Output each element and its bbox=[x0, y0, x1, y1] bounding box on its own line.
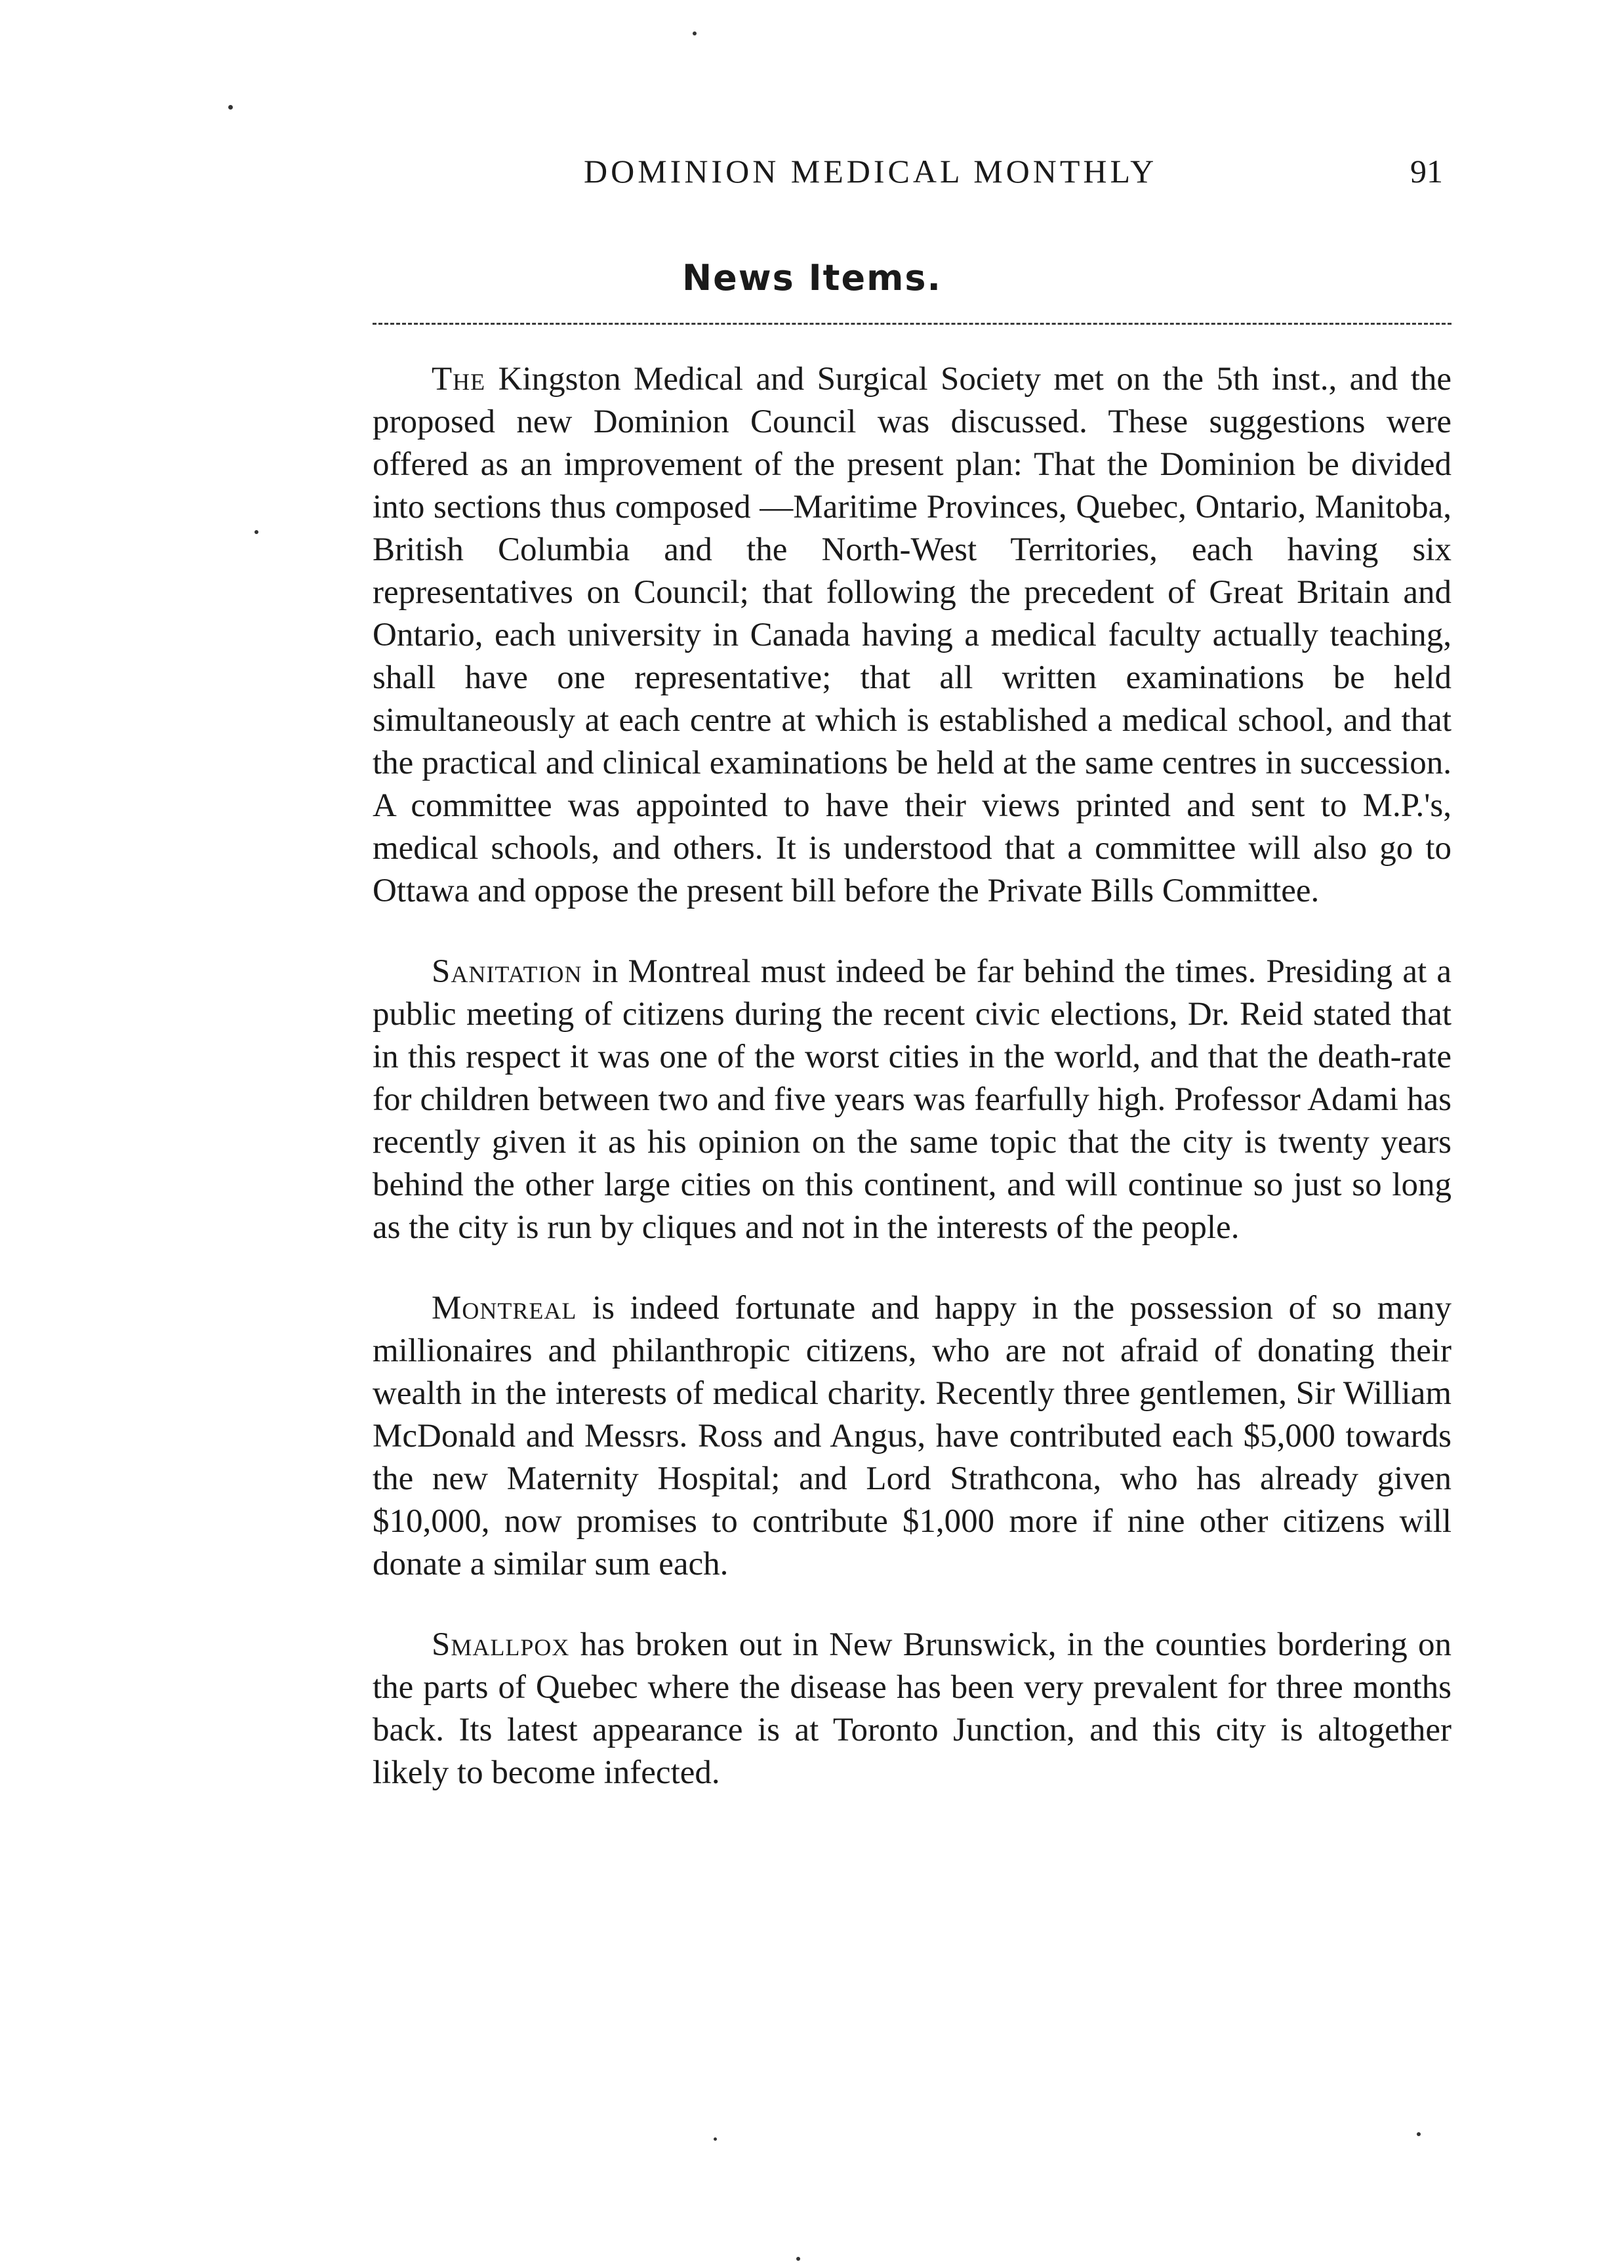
scan-speck bbox=[796, 2257, 800, 2261]
scan-speck bbox=[693, 31, 697, 35]
news-item-text: has broken out in New Brunswick, in the counties bordering on the parts of Quebec where the disease has been very prevalent for three months back. Its latest appearance is at Toronto Junction, and this city is altogether likely to become infected. bbox=[373, 1626, 1451, 1791]
news-item-text: Kingston Medical and Surgical Society met on the 5th inst., and the proposed new Dominion Council was discussed. These suggestions were offered as an improvement of the present plan: That the Dominion be divided into sections thus composed —Maritime Provinces, Quebec, Ontario, Manitoba, British Columbia and the North-West Territories, each having six representatives on Council; that following the precedent of Great Britain and Ontario, each university in Canada having a medical faculty actually teaching, shall have one representative; that all written examinations be held simultaneously at each centre at which is established a medical school, and that the practical and clinical examinations be held at the same centres in succession. A committee was appointed to have their views printed and sent to M.P.'s, medical schools, and others. It is understood that a committee will also go to Ottawa and oppose the present bill before the Private Bills Committee. bbox=[373, 361, 1451, 909]
news-item-text: is indeed fortunate and happy in the possession of so many millionaires and philanthropic citizens, who are not afraid of donating their wealth in the interests of medical charity. Recently three gentlemen, Sir William McDonald and Messrs. Ross and Angus, have contributed each $5,000 towards the new Maternity Hospital; and Lord Strathcona, who has already given $10,000, now promises to contribute $1,000 more if nine other citizens will donate a similar sum each. bbox=[373, 1290, 1451, 1582]
news-item-lead: The bbox=[432, 361, 486, 398]
scan-speck bbox=[254, 530, 258, 534]
news-item-lead: Montreal bbox=[432, 1290, 577, 1327]
news-item-lead: Smallpox bbox=[432, 1626, 570, 1663]
article-body bbox=[373, 358, 1451, 1832]
news-item-montreal bbox=[373, 1287, 1451, 1586]
running-header bbox=[367, 152, 1443, 198]
journal-title: DOMINION MEDICAL MONTHLY bbox=[584, 153, 1158, 190]
scan-speck bbox=[1417, 2132, 1421, 2136]
page-number: 91 bbox=[1410, 153, 1443, 190]
section-title: News Items. bbox=[681, 257, 943, 299]
news-item-kingston bbox=[373, 358, 1451, 913]
news-item-smallpox bbox=[373, 1624, 1451, 1794]
section-divider bbox=[373, 323, 1451, 325]
news-item-lead: Sanitation bbox=[432, 953, 582, 990]
scan-speck bbox=[228, 105, 233, 110]
news-item-sanitation bbox=[373, 951, 1451, 1249]
scan-speck bbox=[714, 2137, 717, 2141]
news-item-text: in Montreal must indeed be far behind the times. Presiding at a public meeting of citizens during the recent civic elections, Dr. Reid stated that in this respect it was one of the worst cities in the world, and that the death-rate for children between two and five years was fearfully high. Professor Adami has recently given it as his opinion on the same topic that the city is twenty years behind the other large cities on this continent, and will continue so just so long as the city is run by cliques and not in the interests of the people. bbox=[373, 953, 1451, 1246]
